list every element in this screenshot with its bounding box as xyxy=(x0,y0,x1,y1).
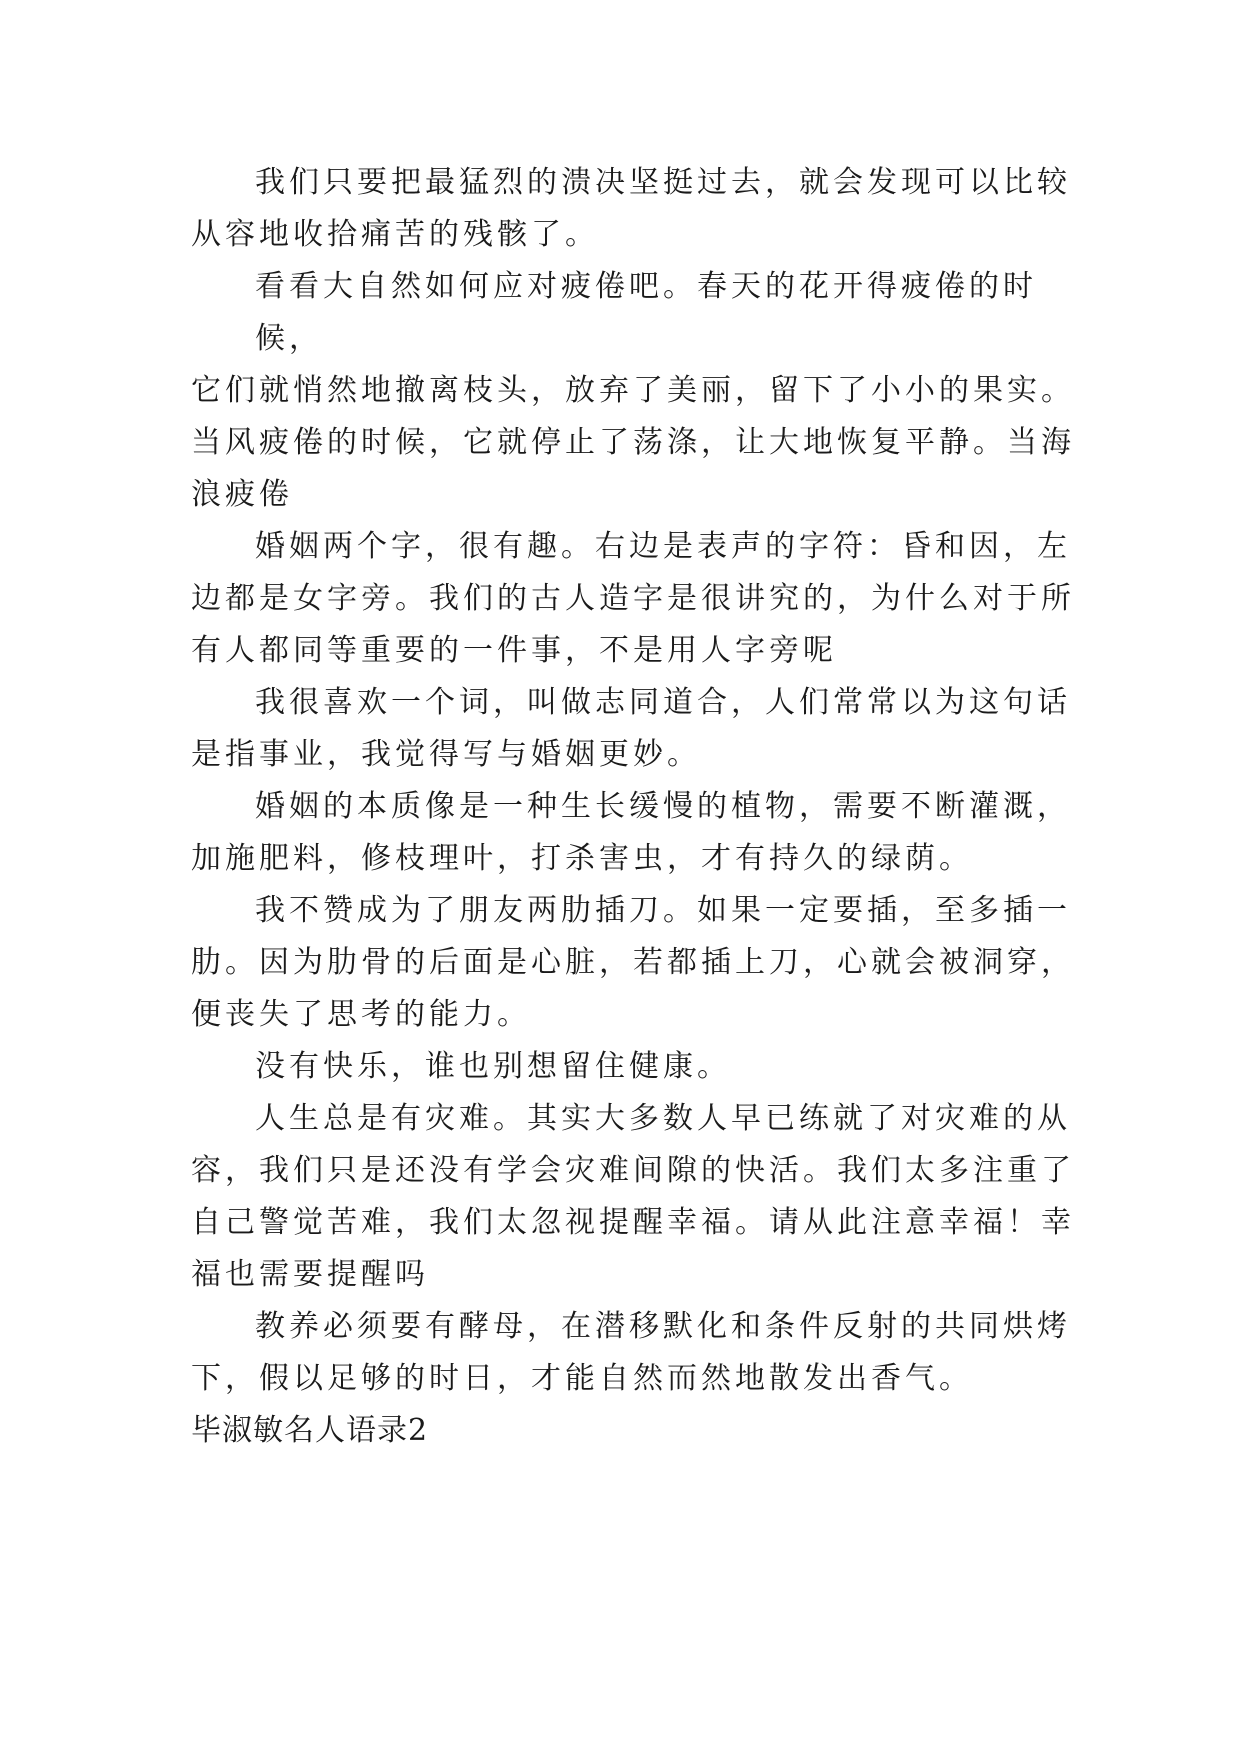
text-line: 便丧失了思考的能力。 xyxy=(191,997,531,1032)
paragraph xyxy=(191,677,1091,781)
text-line: 加施肥料，修枝理叶，打杀害虫，才有持久的绿荫。 xyxy=(191,841,973,876)
document-body xyxy=(191,157,1091,1457)
text-line: 浪疲倦 xyxy=(191,477,293,512)
paragraph xyxy=(191,157,1091,261)
text-line: 婚姻的本质像是一种生长缓慢的植物，需要不断灌溉， xyxy=(255,789,1071,824)
text-line: 婚姻两个字，很有趣。右边是表声的字符：昏和因，左 xyxy=(255,529,1071,564)
paragraph xyxy=(191,1301,1091,1405)
text-line: 没有快乐，谁也别想留住健康。 xyxy=(255,1049,731,1084)
text-line: 它们就悄然地撤离枝头，放弃了美丽，留下了小小的果实。 xyxy=(191,373,1075,408)
text-line: 是指事业，我觉得写与婚姻更妙。 xyxy=(191,737,701,772)
text-line: 下，假以足够的时日，才能自然而然地散发出香气。 xyxy=(191,1361,973,1396)
text-line: 肋。因为肋骨的后面是心脏，若都插上刀，心就会被洞穿， xyxy=(191,945,1075,980)
text-line: 我们只要把最猛烈的溃决坚挺过去，就会发现可以比较 xyxy=(255,165,1071,200)
paragraph xyxy=(191,1093,1091,1301)
text-line: 容，我们只是还没有学会灾难间隙的快活。我们太多注重了 xyxy=(191,1153,1075,1188)
paragraph-list xyxy=(191,157,1091,1405)
paragraph xyxy=(191,261,1091,521)
text-line: 从容地收拾痛苦的残骸了。 xyxy=(191,217,599,252)
text-line: 教养必须要有酵母，在潜移默化和条件反射的共同烘烤 xyxy=(255,1309,1071,1344)
paragraph xyxy=(191,885,1091,1041)
text-line: 自己警觉苦难，我们太忽视提醒幸福。请从此注意幸福！幸 xyxy=(191,1205,1075,1240)
text-line: 边都是女字旁。我们的古人造字是很讲究的，为什么对于所 xyxy=(191,581,1075,616)
section-heading: 毕淑敏名人语录2 xyxy=(191,1413,429,1448)
text-line: 福也需要提醒吗 xyxy=(191,1257,429,1292)
paragraph xyxy=(191,781,1091,885)
text-line: 当风疲倦的时候，它就停止了荡涤，让大地恢复平静。当海 xyxy=(191,425,1075,460)
text-line: 我不赞成为了朋友两肋插刀。如果一定要插，至多插一 xyxy=(255,893,1071,928)
text-line: 看看大自然如何应对疲倦吧。春天的花开得疲倦的时候， xyxy=(255,269,1037,356)
text-line: 我很喜欢一个词，叫做志同道合，人们常常以为这句话 xyxy=(255,685,1071,720)
text-line: 人生总是有灾难。其实大多数人早已练就了对灾难的从 xyxy=(255,1101,1071,1136)
paragraph xyxy=(191,521,1091,677)
paragraph xyxy=(191,1041,1091,1093)
text-line: 有人都同等重要的一件事，不是用人字旁呢 xyxy=(191,633,837,668)
